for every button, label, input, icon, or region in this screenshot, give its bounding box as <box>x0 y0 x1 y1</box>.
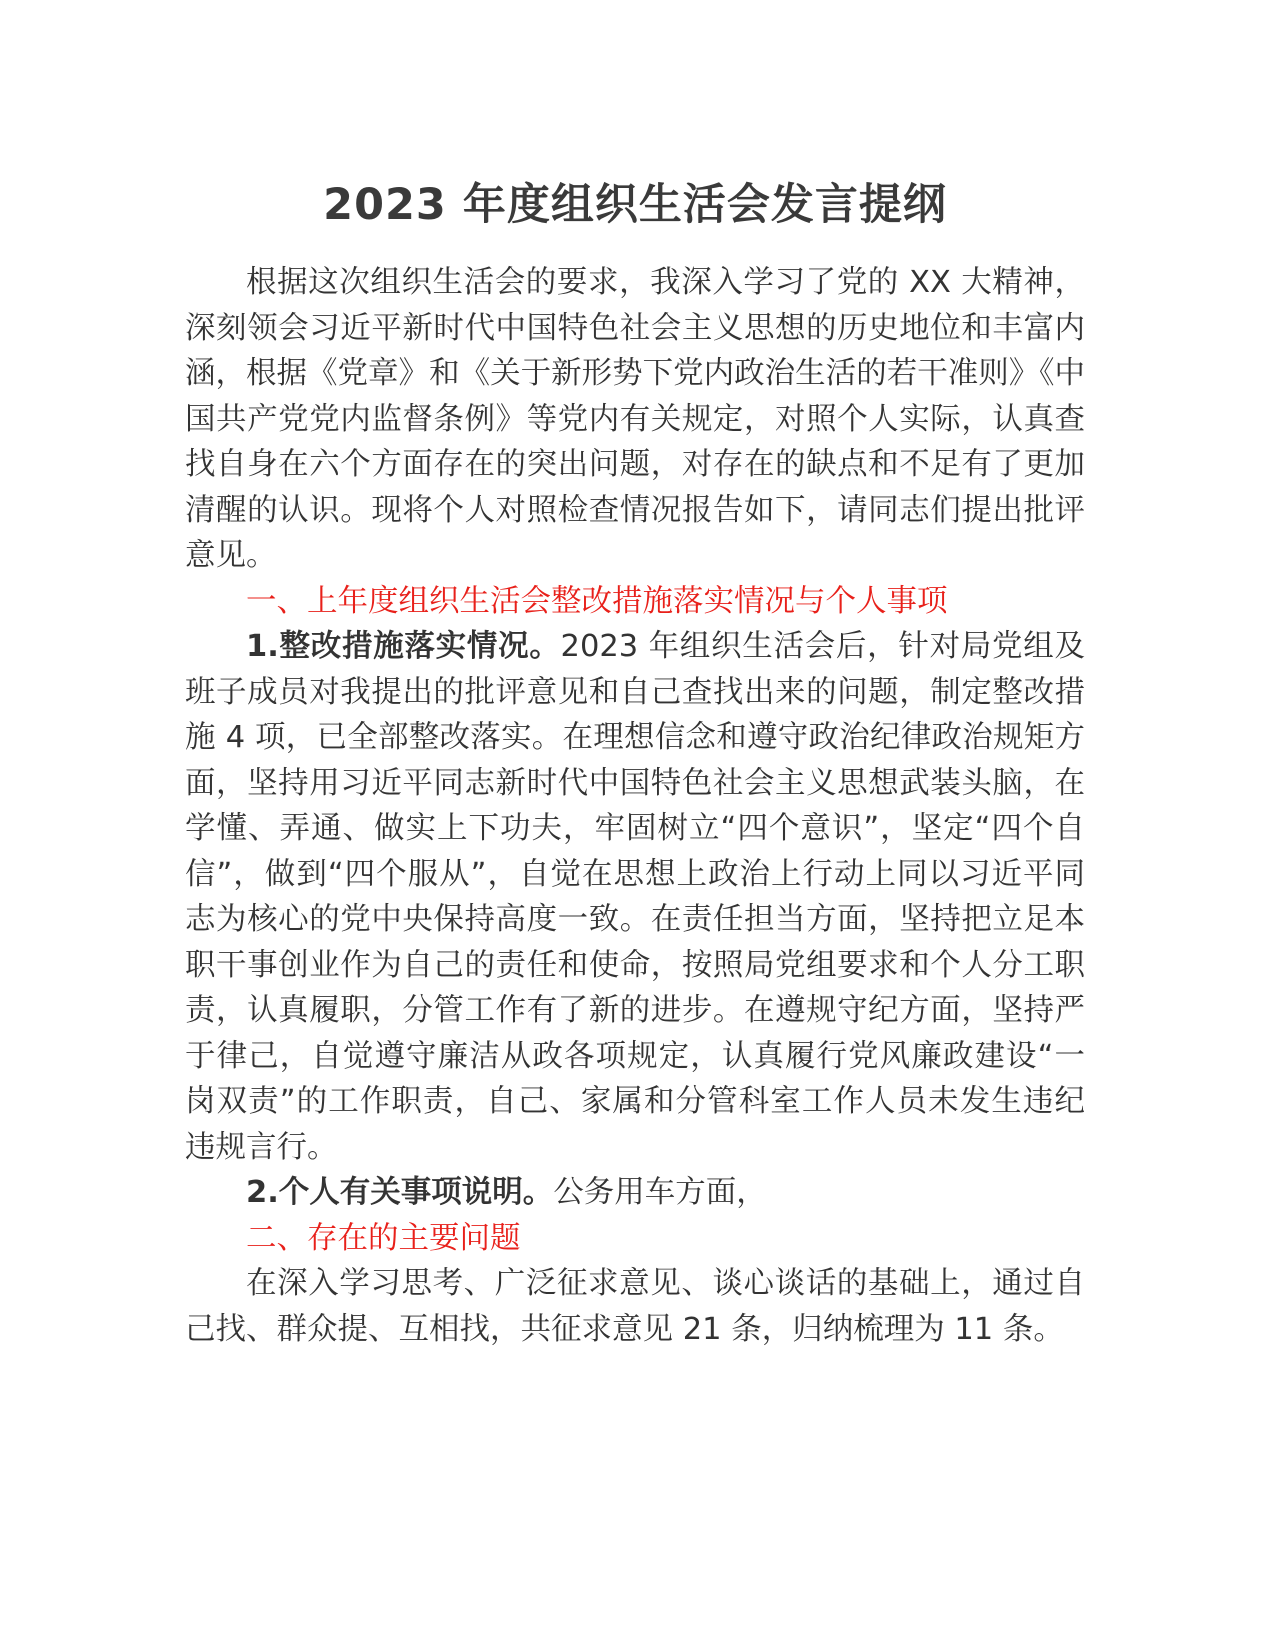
section-2-paragraph: 在深入学习思考、广泛征求意见、谈心谈话的基础上，通过自己找、群众提、互相找，共征求意见 21 条，归纳梳理为 11 条。 <box>185 1266 1085 1347</box>
item-1-lead: 1.整改措施落实情况。 <box>246 629 561 664</box>
section-1-item-2 <box>185 1170 1085 1216</box>
intro-paragraph: 根据这次组织生活会的要求，我深入学习了党的 XX 大精神，深刻领会习近平新时代中国特色社会主义思想的历史地位和丰富内涵，根据《党章》和《关于新形势下党内政治生活的若干准则》《中国共产党党内监督条例》等党内有关规定，对照个人实际，认真查找自身在六个方面存在的突出问题，对存在的缺点和不足有了更加清醒的认识。现将个人对照检查情况报告如下，请同志们提出批评意见。 <box>185 265 1085 573</box>
section-1-item-1 <box>185 624 1085 1170</box>
section-1-heading: 一、上年度组织生活会整改措施落实情况与个人事项 <box>246 583 948 619</box>
item-1-text: 2023 年组织生活会后，针对局党组及班子成员对我提出的批评意见和自己查找出来的问题，制定整改措施 4 项，已全部整改落实。在理想信念和遵守政治纪律政治规矩方面，坚持用习近平同志新时代中国特色社会主义思想武装头脑，在学懂、弄通、做实上下功夫，牢固树立“四个意识”，坚定“四个自信”，做到“四个服从”，自觉在思想上政治上行动上同以习近平同志为核心的党中央保持高度一致。在责任担当方面，坚持把立足本职干事创业作为自己的责任和使命，按照局党组要求和个人分工职责，认真履职，分管工作有了新的进步。在遵规守纪方面，坚持严于律己，自觉遵守廉洁从政各项规定，认真履行党风廉政建设“一岗双责”的工作职责，自己、家属和分管科室工作人员未发生违纪违规言行。 <box>185 629 1085 1165</box>
item-2-lead: 2.个人有关事项说明。 <box>246 1175 554 1210</box>
section-2-heading: 二、存在的主要问题 <box>246 1220 521 1256</box>
item-2-text: 公务用车方面， <box>553 1175 767 1210</box>
document-title: 2023 年度组织生活会发言提纲 <box>323 180 947 230</box>
document-page <box>185 170 1085 1352</box>
